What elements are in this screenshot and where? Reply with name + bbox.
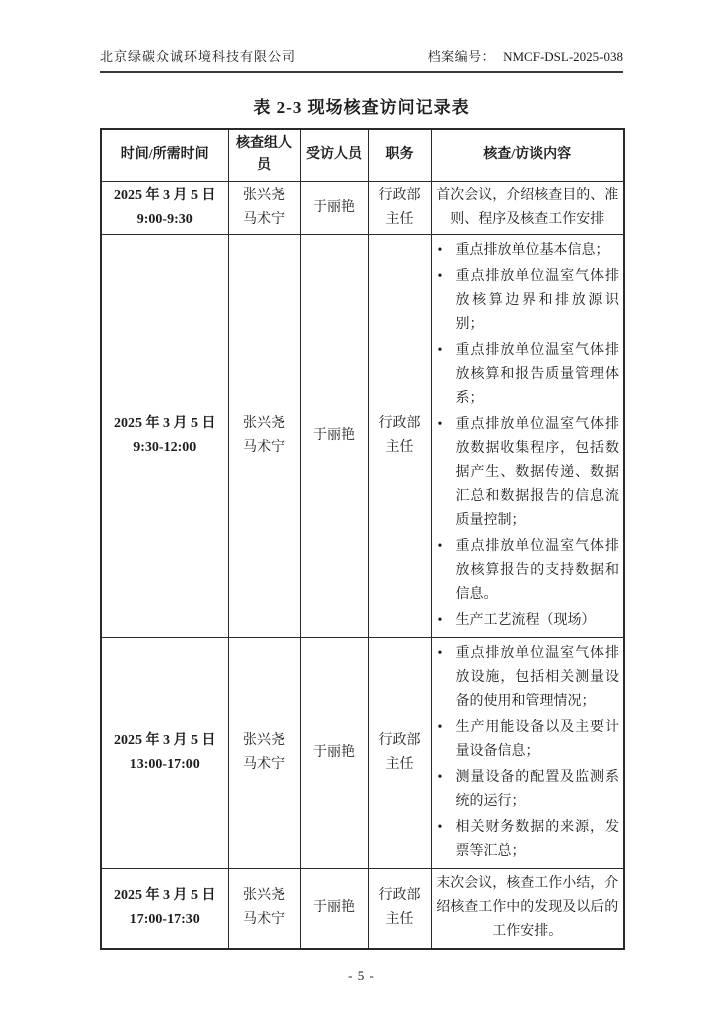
auditors-cell [228, 181, 300, 234]
position-text: 行政部 [378, 888, 421, 904]
list-item-text: 相关财务数据的来源，发票等汇总； [455, 819, 619, 859]
auditor-name: 张兴尧 [243, 415, 285, 431]
time-cell [101, 868, 228, 949]
interviewee-cell: 于丽艳 [300, 181, 368, 234]
time-range-text: 9:30-12:00 [133, 439, 197, 455]
list-item [436, 766, 620, 814]
time-cell [101, 181, 228, 234]
bullet-icon: • [437, 538, 443, 554]
bullet-icon: • [437, 242, 443, 258]
position-text: 主任 [385, 756, 414, 772]
list-item [436, 239, 620, 263]
date-text: 2025 年 3 月 5 日 [114, 415, 216, 431]
list-item-text: 重点排放单位温室气体排放核算和报告质量管理体系； [455, 342, 619, 406]
auditor-name: 张兴尧 [243, 888, 285, 904]
table-row [101, 234, 624, 637]
table-header-row [101, 129, 624, 181]
position-cell [368, 234, 431, 637]
bullet-icon: • [437, 268, 443, 284]
auditor-name: 马术宁 [243, 211, 285, 227]
list-item [436, 413, 620, 533]
time-range-text: 13:00-17:00 [129, 756, 200, 772]
time-range-text: 9:00-9:30 [136, 211, 193, 227]
bullet-icon: • [437, 645, 443, 661]
col-header-interviewee: 受访人员 [300, 129, 368, 181]
list-item-text: 重点排放单位温室气体排放数据收集程序，包括数据产生、数据传递、数据汇总和数据报告的信息流质量控制； [455, 416, 619, 528]
position-cell [368, 637, 431, 868]
position-text: 主任 [385, 439, 414, 455]
bullet-icon: • [437, 416, 443, 432]
col-header-time: 时间/所需时间 [101, 129, 228, 181]
list-item [436, 265, 620, 337]
list-item [436, 816, 620, 864]
auditor-name: 张兴尧 [243, 187, 285, 203]
company-name: 北京绿碳众诚环境科技有限公司 [100, 49, 297, 64]
bullet-icon: • [437, 612, 443, 628]
site-visit-record-table [100, 128, 625, 950]
auditors-cell [228, 637, 300, 868]
content-cell [431, 234, 624, 637]
bullet-icon: • [437, 819, 443, 835]
page-number: - 5 - [348, 968, 375, 983]
position-cell [368, 868, 431, 949]
time-range-text: 17:00-17:30 [129, 912, 200, 928]
position-cell [368, 181, 431, 234]
position-text: 行政部 [378, 732, 421, 748]
list-item-text: 生产用能设备以及主要计量设备信息； [455, 719, 619, 759]
date-text: 2025 年 3 月 5 日 [114, 187, 216, 203]
content-bullet-list [436, 239, 620, 633]
content-cell: 首次会议，介绍核查目的、准则、程序及核查工作安排 [431, 181, 624, 234]
list-item-text: 重点排放单位温室气体排放设施，包括相关测量设备的使用和管理情况； [455, 645, 619, 709]
bullet-icon: • [437, 719, 443, 735]
col-header-content: 核查/访谈内容 [431, 129, 624, 181]
interviewee-cell: 于丽艳 [300, 868, 368, 949]
list-item [436, 642, 620, 714]
bullet-icon: • [437, 769, 443, 785]
content-bullet-list [436, 642, 620, 864]
archive-number: NMCF-DSL-2025-038 [503, 49, 623, 64]
position-text: 行政部 [378, 415, 421, 431]
position-text: 主任 [385, 912, 414, 928]
time-cell [101, 234, 228, 637]
table-title: 表 2-3 现场核查访问记录表 [253, 98, 470, 117]
date-text: 2025 年 3 月 5 日 [114, 888, 216, 904]
col-header-position: 职务 [368, 129, 431, 181]
position-text: 行政部 [378, 187, 421, 203]
list-item [436, 609, 620, 633]
content-cell [431, 637, 624, 868]
auditor-name: 马术宁 [243, 756, 285, 772]
list-item-text: 重点排放单位基本信息； [455, 242, 610, 258]
date-text: 2025 年 3 月 5 日 [114, 732, 216, 748]
auditors-cell [228, 868, 300, 949]
auditors-cell [228, 234, 300, 637]
table-row [101, 868, 624, 949]
list-item [436, 535, 620, 607]
list-item-text: 生产工艺流程（现场） [455, 612, 596, 628]
col-header-auditors: 核查组人员 [228, 129, 300, 181]
bullet-icon: • [437, 342, 443, 358]
list-item-text: 重点排放单位温室气体排放核算报告的支持数据和信息。 [455, 538, 619, 602]
document-header [100, 46, 623, 73]
table-row [101, 181, 624, 234]
auditor-name: 张兴尧 [243, 732, 285, 748]
table-row [101, 637, 624, 868]
list-item-text: 测量设备的配置及监测系统的运行； [455, 769, 619, 809]
auditor-name: 马术宁 [243, 912, 285, 928]
auditor-name: 马术宁 [243, 439, 285, 455]
interviewee-cell: 于丽艳 [300, 234, 368, 637]
archive-label: 档案编号： [427, 49, 496, 64]
list-item [436, 339, 620, 411]
position-text: 主任 [385, 211, 414, 227]
list-item [436, 716, 620, 764]
content-cell: 末次会议，核查工作小结，介绍核查工作中的发现及以后的工作安排。 [431, 868, 624, 949]
time-cell [101, 637, 228, 868]
archive-number-field [428, 46, 623, 65]
list-item-text: 重点排放单位温室气体排放核算边界和排放源识别； [455, 268, 619, 332]
interviewee-cell: 于丽艳 [300, 637, 368, 868]
